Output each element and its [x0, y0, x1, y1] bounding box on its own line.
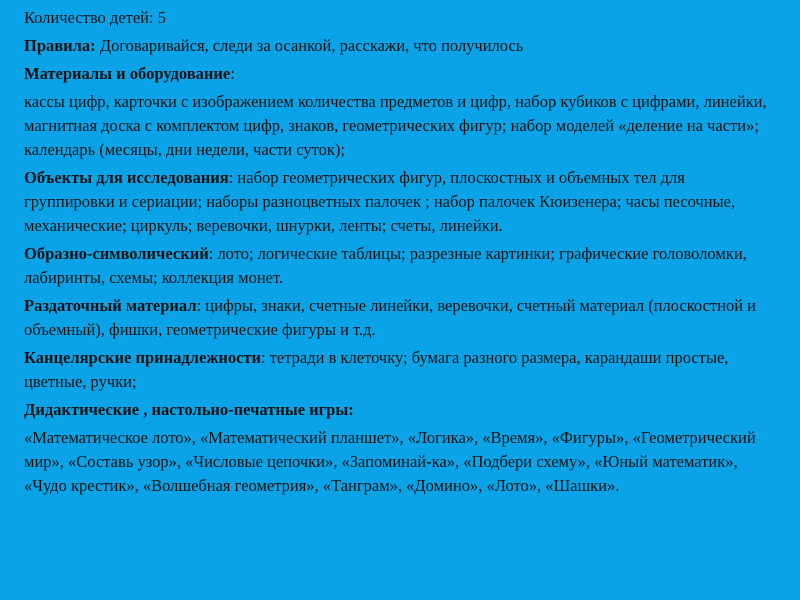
rules-text: Договаривайся, следи за осанкой, расскажи, что получилось — [95, 36, 524, 55]
games-paragraph — [24, 426, 776, 498]
stationery-paragraph — [24, 346, 776, 394]
materials-heading — [24, 62, 776, 86]
children-count — [24, 6, 776, 30]
symbolic-label: Образно-символический — [24, 244, 209, 263]
materials-label: Материалы и оборудование — [24, 64, 231, 83]
stationery-text: : тетради в клеточку; бумага разного размера, карандаши простые, цветные, ручки; — [24, 348, 729, 391]
stationery-label: Канцелярские принадлежности — [24, 348, 262, 367]
research-text: : набор геометрических фигур, плоскостных и объемных тел для группировки и сериации; наборы разноцветных палочек ; набор палочек Кюизенера; часы песочные, механические; циркуль; веревочки, шнурки, ленты; счеты, линейки. — [24, 168, 736, 235]
games-text: «Математическое лото», «Математический планшет», «Логика», «Время», «Фигуры», «Геометрический мир», «Составь узор», «Числовые цепочки», «Запоминай-ка», «Подбери схему», «Юный математик», «Чудо крестик», «Волшебная геометрия», «Танграм», «Домино», «Лото», «Шашки». — [24, 428, 756, 495]
games-heading — [24, 398, 776, 422]
handout-label: Раздаточный материал — [24, 296, 197, 315]
materials-text: кассы цифр, карточки с изображением количества предметов и цифр, набор кубиков с цифрами, линейки, магнитная доска с комплектом цифр, знаков, геометрических фигур; набор моделей «деление на части»; календарь (месяцы, дни недели, части суток); — [24, 92, 767, 159]
handout-text: : цифры, знаки, счетные линейки, веревочки, счетный материал (плоскостной и объемный), фишки, геометрические фигуры и т.д. — [24, 296, 756, 339]
children-count-text: Количество детей: 5 — [24, 8, 166, 27]
materials-paragraph — [24, 90, 776, 162]
research-label: Объекты для исследования — [24, 168, 229, 187]
handout-paragraph — [24, 294, 776, 342]
rules-label: Правила: — [24, 36, 96, 55]
research-paragraph — [24, 166, 776, 238]
materials-suffix: : — [230, 64, 235, 83]
symbolic-text: : лото; логические таблицы; разрезные картинки; графические головоломки, лабиринты, схемы; коллекция монет. — [24, 244, 747, 287]
games-label: Дидактические , настольно-печатные игры: — [24, 400, 354, 419]
rules-paragraph — [24, 34, 776, 58]
symbolic-paragraph — [24, 242, 776, 290]
